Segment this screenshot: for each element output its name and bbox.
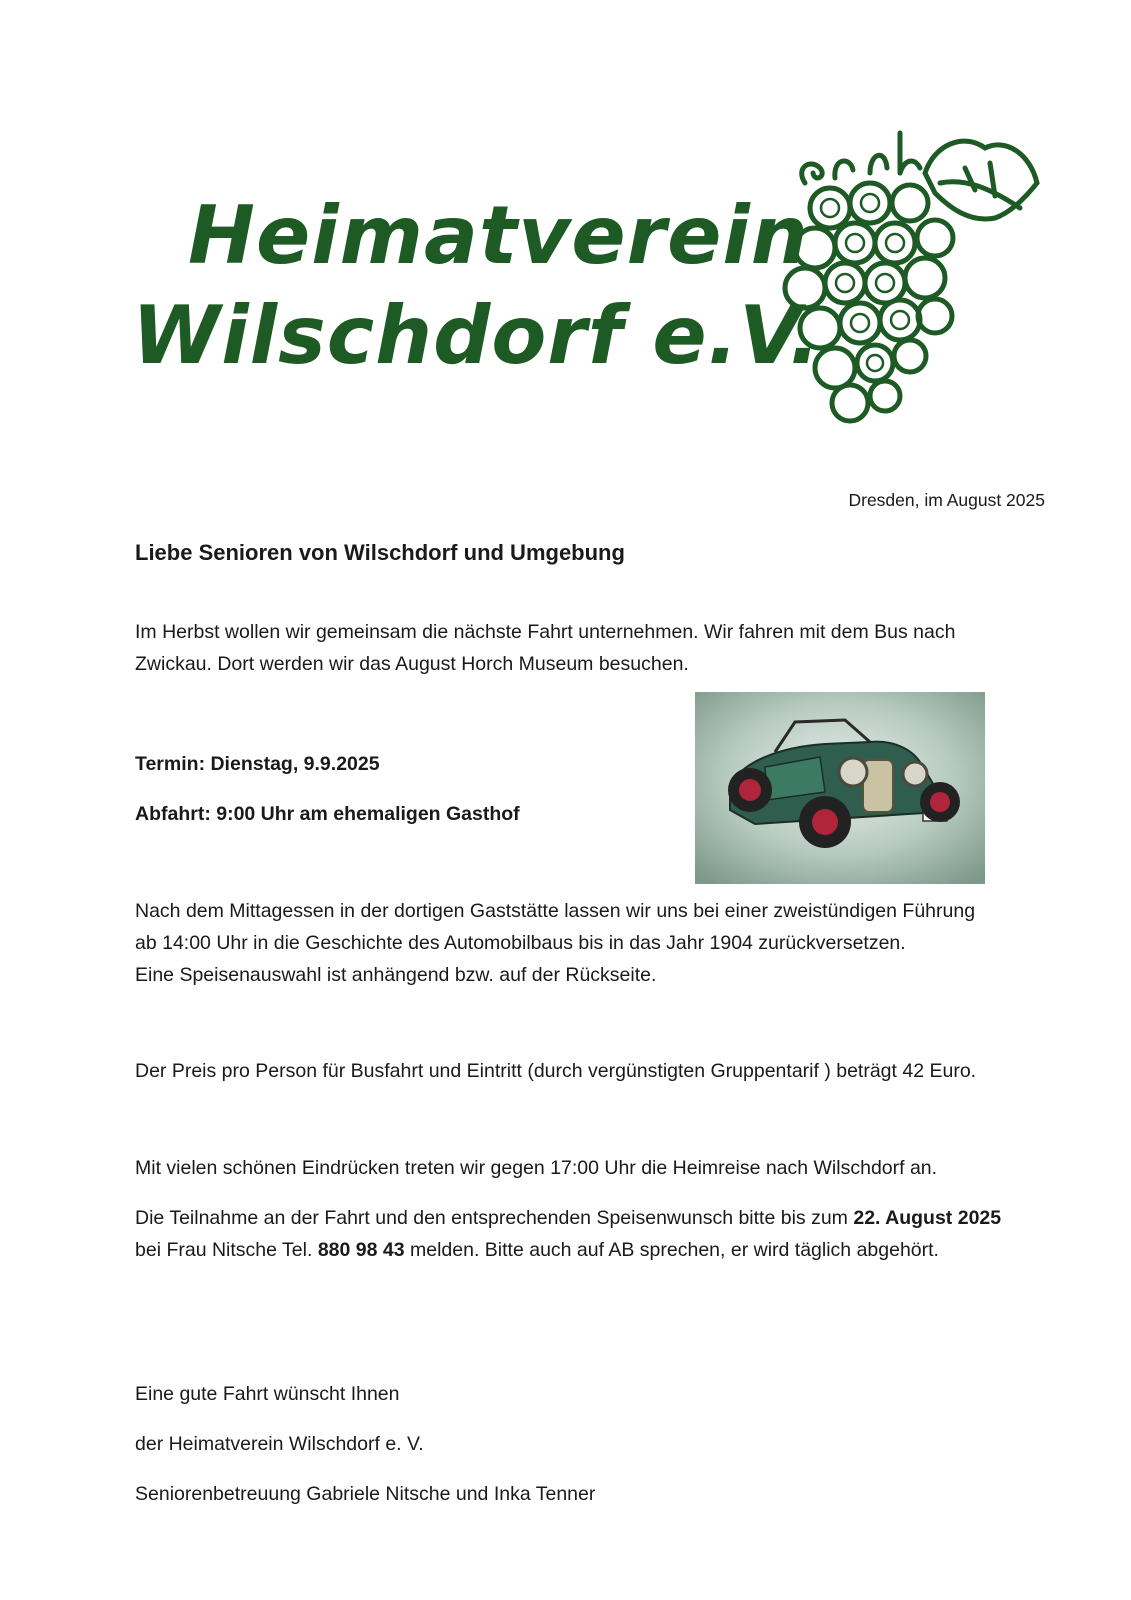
registration-phone: 880 98 43 [317, 1239, 405, 1261]
registration-contact-prefix: bei Frau Nitsche Tel. [135, 1239, 318, 1261]
termin: Termin: Dienstag, 9.9.2025 [135, 753, 380, 775]
intro-line-1: Im Herbst wollen wir gemeinsam die nächste Fahrt unternehmen. Wir fahren mit dem Bus nach [135, 621, 956, 643]
greeting: Liebe Senioren von Wilschdorf und Umgebung [135, 540, 625, 565]
registration-suffix: melden. Bitte auch auf AB sprechen, er wird täglich abgehört. [404, 1239, 939, 1261]
details-line-1: Nach dem Mittagessen in der dortigen Gaststätte lassen wir uns bei einer zweistündigen Führung [135, 900, 976, 922]
logo-title-line1: Heimatverein [188, 189, 809, 282]
details-paragraph [135, 895, 975, 991]
vintage-car-image [695, 692, 985, 884]
closing-line-1: Eine gute Fahrt wünscht Ihnen [135, 1383, 400, 1405]
details-line-3: Eine Speisenauswahl ist anhängend bzw. auf der Rückseite. [135, 964, 657, 986]
details-line-2: ab 14:00 Uhr in die Geschichte des Automobilbaus bis in das Jahr 1904 zurückversetzen. [135, 932, 906, 954]
return-paragraph: Mit vielen schönen Eindrücken treten wir gegen 17:00 Uhr die Heimreise nach Wilschdorf an. [135, 1157, 938, 1179]
abfahrt: Abfahrt: 9:00 Uhr am ehemaligen Gasthof [135, 803, 520, 825]
letter-date: Dresden, im August 2025 [848, 490, 1045, 510]
closing-line-3: Seniorenbetreuung Gabriele Nitsche und Inka Tenner [135, 1483, 596, 1505]
intro-line-2: Zwickau. Dort werden wir das August Horch Museum besuchen. [135, 653, 689, 675]
registration-prefix: Die Teilnahme an der Fahrt und den entsprechenden Speisenwunsch bitte bis zum [135, 1207, 854, 1229]
price-paragraph: Der Preis pro Person für Busfahrt und Eintritt (durch vergünstigten Gruppentarif ) beträgt 42 Euro. [135, 1060, 977, 1082]
closing-line-2: der Heimatverein Wilschdorf e. V. [135, 1433, 424, 1455]
intro-paragraph [135, 616, 955, 680]
registration-paragraph [135, 1202, 1001, 1266]
grape-cluster-icon [775, 128, 1050, 428]
logo-title-line2: Wilschdorf e.V. [132, 289, 821, 382]
registration-deadline: 22. August 2025 [853, 1207, 1002, 1229]
